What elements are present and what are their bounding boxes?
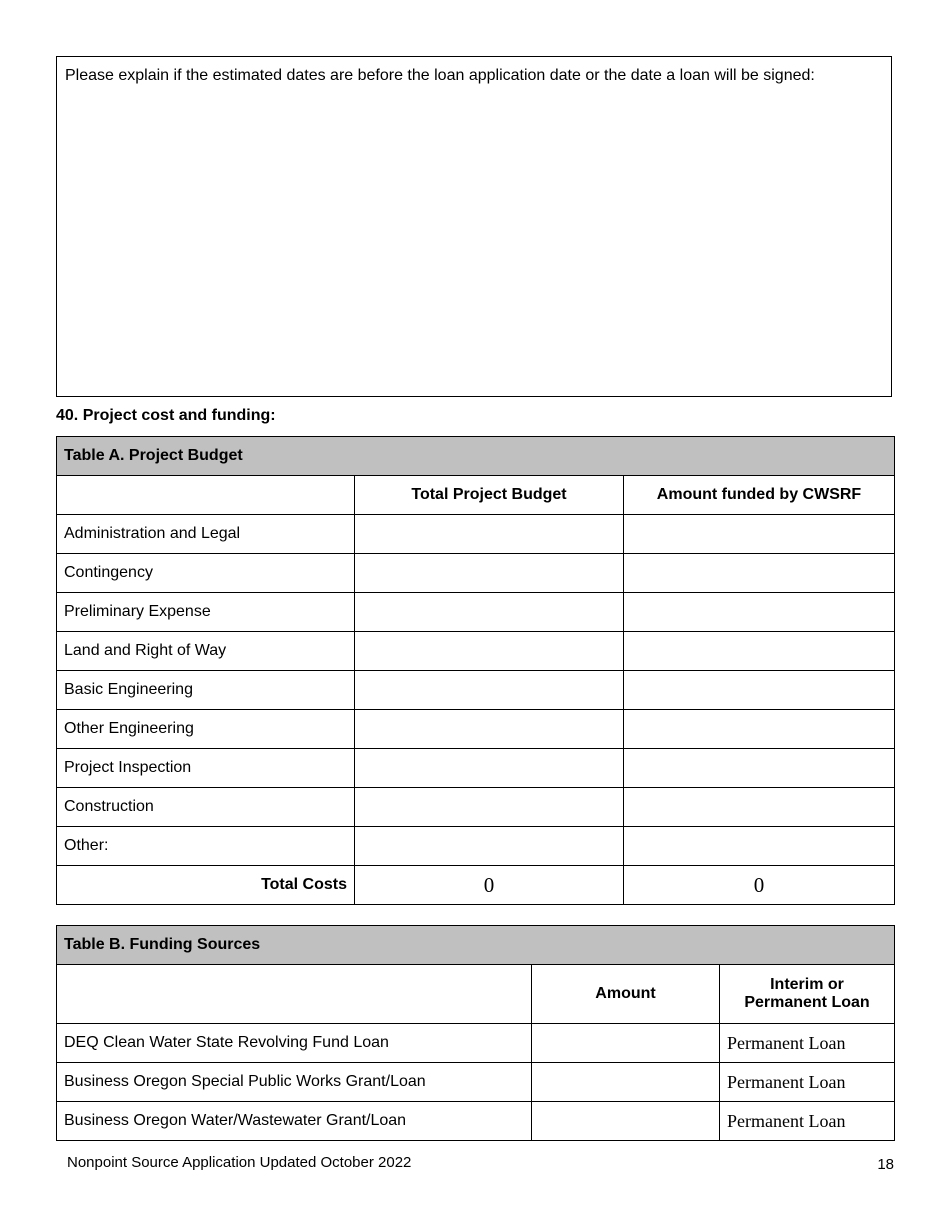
row-label: Basic Engineering	[57, 671, 355, 710]
row-label: Other Engineering	[57, 710, 355, 749]
table-row	[57, 710, 895, 749]
total-row	[57, 866, 895, 905]
table-row	[57, 1102, 895, 1141]
budget-input[interactable]	[355, 671, 624, 710]
header-total-project-budget: Total Project Budget	[355, 476, 624, 515]
table-b-title: Table B. Funding Sources	[57, 926, 895, 965]
row-label: Land and Right of Way	[57, 632, 355, 671]
loan-type-select[interactable]: Permanent Loan	[720, 1063, 895, 1102]
row-label: Preliminary Expense	[57, 593, 355, 632]
section-heading: 40. Project cost and funding:	[56, 407, 276, 424]
table-row	[57, 827, 895, 866]
row-label: Other:	[57, 827, 355, 866]
budget-input[interactable]	[355, 515, 624, 554]
explanation-textarea[interactable]	[56, 56, 892, 397]
table-a-title: Table A. Project Budget	[57, 437, 895, 476]
cwsrf-input[interactable]	[624, 593, 895, 632]
table-row	[57, 554, 895, 593]
funding-sources-table	[56, 925, 895, 1141]
row-label: Construction	[57, 788, 355, 827]
cwsrf-input[interactable]	[624, 671, 895, 710]
cwsrf-input[interactable]	[624, 632, 895, 671]
budget-input[interactable]	[355, 827, 624, 866]
table-row	[57, 515, 895, 554]
total-costs-label: Total Costs	[57, 866, 355, 905]
budget-input[interactable]	[355, 554, 624, 593]
cwsrf-input[interactable]	[624, 554, 895, 593]
header-amount-funded-cwsrf: Amount funded by CWSRF	[624, 476, 895, 515]
amount-input[interactable]	[532, 1024, 720, 1063]
project-budget-table	[56, 436, 895, 905]
header-amount: Amount	[532, 965, 720, 1024]
table-row	[57, 1024, 895, 1063]
explanation-prompt: Please explain if the estimated dates are before the loan application date or the date a loan will be signed:	[65, 67, 815, 84]
table-row	[57, 593, 895, 632]
total-cwsrf-value: 0	[624, 866, 895, 905]
cwsrf-input[interactable]	[624, 788, 895, 827]
header-blank	[57, 476, 355, 515]
row-label: Contingency	[57, 554, 355, 593]
amount-input[interactable]	[532, 1063, 720, 1102]
budget-input[interactable]	[355, 593, 624, 632]
loan-type-select[interactable]: Permanent Loan	[720, 1102, 895, 1141]
row-label: Project Inspection	[57, 749, 355, 788]
page-number: 18	[877, 1156, 894, 1173]
funding-source-label: DEQ Clean Water State Revolving Fund Loan	[57, 1024, 532, 1063]
header-blank	[57, 965, 532, 1024]
funding-source-label: Business Oregon Water/Wastewater Grant/Loan	[57, 1102, 532, 1141]
row-label: Administration and Legal	[57, 515, 355, 554]
budget-input[interactable]	[355, 749, 624, 788]
table-row	[57, 749, 895, 788]
loan-type-select[interactable]: Permanent Loan	[720, 1024, 895, 1063]
footer-text: Nonpoint Source Application Updated October 2022	[67, 1154, 412, 1171]
cwsrf-input[interactable]	[624, 749, 895, 788]
cwsrf-input[interactable]	[624, 827, 895, 866]
table-row	[57, 1063, 895, 1102]
table-row	[57, 671, 895, 710]
cwsrf-input[interactable]	[624, 515, 895, 554]
amount-input[interactable]	[532, 1102, 720, 1141]
table-row	[57, 632, 895, 671]
cwsrf-input[interactable]	[624, 710, 895, 749]
budget-input[interactable]	[355, 788, 624, 827]
table-row	[57, 788, 895, 827]
header-interim-permanent-loan: Interim or Permanent Loan	[720, 965, 895, 1024]
budget-input[interactable]	[355, 632, 624, 671]
funding-source-label: Business Oregon Special Public Works Grant/Loan	[57, 1063, 532, 1102]
budget-input[interactable]	[355, 710, 624, 749]
total-budget-value: 0	[355, 866, 624, 905]
